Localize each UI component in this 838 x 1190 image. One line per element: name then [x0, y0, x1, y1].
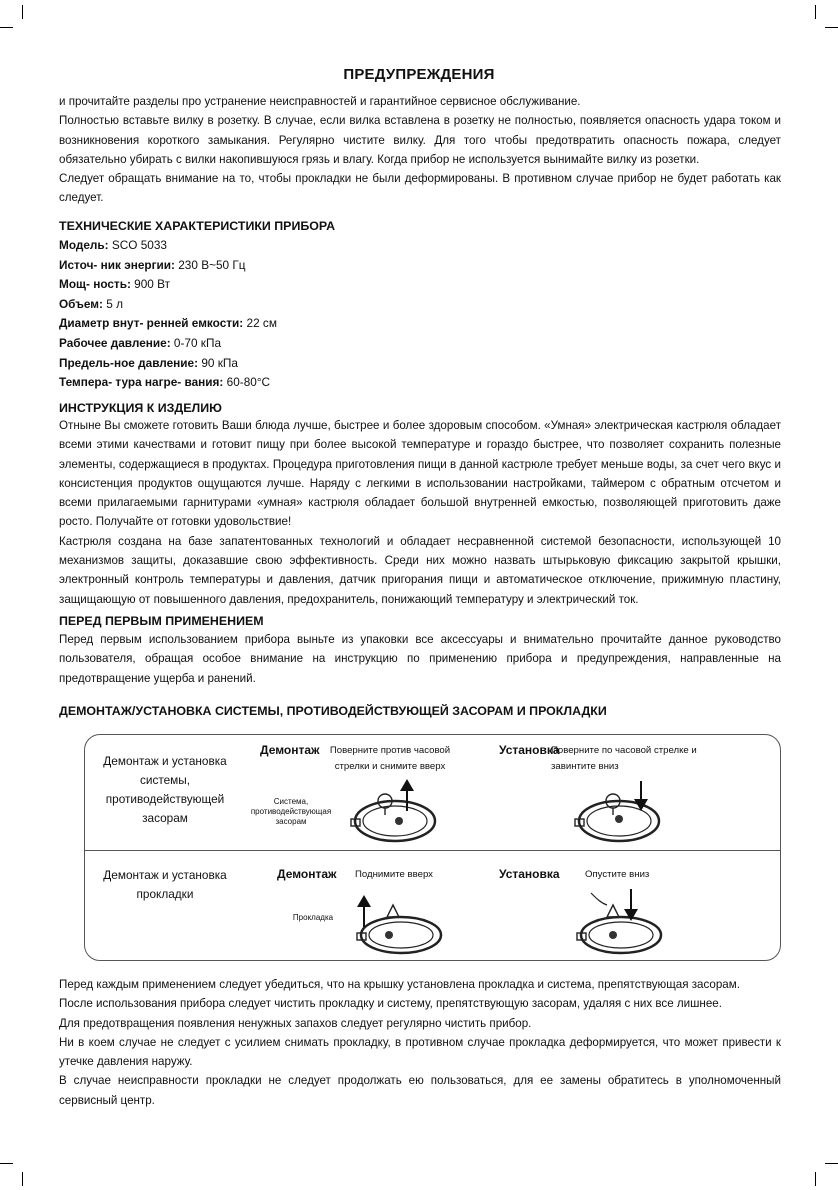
crop-mark	[825, 27, 838, 28]
antiblock-removal-illustration	[345, 779, 445, 845]
first-use-paragraph: Перед первым использованием прибора выньте из упаковки все аксессуары и внимательно прочитайте данное руководство пользователя, обращая особое внимание на инструкцию по применению прибора и предупреждения, направленные на предотвращение ущерба и ранений.	[59, 633, 781, 685]
instructions-heading: ИНСТРУКЦИЯ К ИЗДЕЛИЮ	[59, 401, 222, 415]
install-label: Установка	[499, 743, 560, 757]
removal-label: Демонтаж	[277, 867, 337, 881]
spec-value: 22 см	[246, 316, 277, 331]
spec-value: 60-80°C	[226, 375, 271, 390]
install-label: Установка	[499, 867, 560, 881]
removal-label: Демонтаж	[260, 743, 320, 757]
install-instruction: Опустите вниз	[585, 869, 650, 880]
page-title: ПРЕДУПРЕЖДЕНИЯ	[343, 66, 495, 83]
specs-list	[59, 236, 781, 393]
warning-paragraph: Следует обращать внимание на то, чтобы прокладки не были деформированы. В противном случае прибор не будет работать как следует.	[59, 172, 781, 205]
spec-row	[59, 236, 781, 256]
closing-section	[59, 975, 781, 1110]
first-use-section	[59, 630, 781, 688]
crop-mark	[0, 1163, 13, 1164]
crop-mark	[815, 1172, 816, 1186]
instructions-paragraph: Кастрюля создана на базе запатентованных технологий и обладает несравненной системой безопасности, использующей 10 механизмов защиты, доказавшие свою эффективность. Среди них можно назвать штырьковую фиксацию закрытой крышки, электронный контроль температуры и давления, датчик пригорания пищи и автоматическое отключение, прижимную пластину, защищающую от повышенного давления, предохранитель, понижающий температуру и электрический ток.	[59, 534, 781, 606]
spec-label: Предель-ное давление:	[59, 355, 199, 370]
spec-row	[59, 295, 781, 315]
closing-paragraph: Для предотвращения появления ненужных запахов следует регулярно чистить прибор.	[59, 1016, 532, 1030]
row-label: Демонтаж и установка системы, противодействующей засорам	[103, 754, 227, 825]
spec-value: 900 Вт	[134, 277, 171, 292]
spec-label: Рабочее давление:	[59, 335, 171, 350]
crop-mark	[22, 1172, 23, 1186]
part-label: Система, противодействующая засорам	[250, 797, 332, 826]
removal-instruction: Поднимите вверх	[355, 869, 433, 880]
spec-row	[59, 314, 781, 334]
part-label: Прокладка	[292, 913, 334, 922]
crop-mark	[815, 5, 816, 19]
spec-label: Мощ- ность:	[59, 277, 131, 292]
warning-paragraph: и прочитайте разделы про устранение неисправностей и гарантийное сервисное обслуживание.	[59, 95, 581, 108]
first-use-heading: ПЕРЕД ПЕРВЫМ ПРИМЕНЕНИЕМ	[59, 614, 264, 628]
warning-paragraph: Полностью вставьте вилку в розетку. В случае, если вилка вставлена в розетку не полностью, появляется опасность удара током и возникновения короткого замыкания. Регулярно чистите вилку. Для того чтобы предотвратить опасность пожара, следует обязательно убирать с вилки накопившуюся грязь и влагу. Когда прибор не используется вынимайте вилку из розетки.	[59, 114, 781, 166]
row-divider	[85, 850, 780, 851]
crop-mark	[0, 27, 13, 28]
removal-instruction: Поверните против часовой стрелки и снимите вверх	[329, 745, 451, 772]
spec-value: 90 кПа	[201, 355, 238, 370]
instructions-paragraph: Отныне Вы сможете готовить Ваши блюда лучше, быстрее и более здоровым способом. «Умная» электрическая кастрюля обладает всеми этими качествами и готовит пищу при более высокой температуре и гораздо быстрее, что позволяет сохранить полезные элементы, содержащиеся в продуктах. Процедура приготовления пищи в данной кастрюле требует меньше воды, за счет чего вкус и консистенция продуктов ощущаются лучше. Наряду с легкими в использовании настройками, таймером с обратным отсчетом и всеми прилагаемыми гарнитурами «умная» кастрюля обладает большой внутренней емкостью, позволяющей приготовить даже росто. Получайте от готовки удовольствие!	[59, 419, 781, 529]
spec-row	[59, 334, 781, 354]
spec-row	[59, 256, 781, 276]
spec-value: 5 л	[106, 296, 123, 311]
closing-paragraph: Ни в коем случае не следует с усилием снимать прокладку, в противном случае прокладка деформируется, что может привести к утечке давления наружу.	[59, 1035, 781, 1069]
spec-row	[59, 354, 781, 374]
spec-label: Модель:	[59, 238, 109, 252]
closing-paragraph: Перед каждым применением следует убедиться, что на крышку установлена прокладка и система, препятствующая засорам.	[59, 978, 740, 991]
assembly-heading: ДЕМОНТАЖ/УСТАНОВКА СИСТЕМЫ, ПРОТИВОДЕЙСТВУЮЩЕЙ ЗАСОРАМ И ПРОКЛАДКИ	[59, 704, 607, 718]
row-label: Демонтаж и установка прокладки	[103, 868, 227, 901]
spec-label: Темпера- тура нагре- вания:	[59, 375, 224, 390]
crop-mark	[825, 1163, 838, 1164]
spec-label: Диаметр внут- ренней емкости:	[59, 316, 244, 331]
closing-paragraph: В случае неисправности прокладки не следует продолжать ею пользоваться, для ее замены обратитесь в уполномоченный сервисный центр.	[59, 1074, 781, 1107]
closing-paragraph: После использования прибора следует чистить прокладку и систему, препятствующую засорам, удаляя с них все лишнее.	[59, 997, 722, 1011]
spec-row	[59, 373, 781, 393]
spec-label: Объем:	[59, 296, 103, 311]
specs-heading: ТЕХНИЧЕСКИЕ ХАРАКТЕРИСТИКИ ПРИБОРА	[59, 219, 336, 233]
spec-row	[59, 275, 781, 295]
spec-value: 230 В~50 Гц	[178, 257, 246, 272]
spec-label: Источ- ник энергии:	[59, 257, 175, 272]
warnings-section	[59, 92, 781, 208]
spec-value: 0-70 кПа	[173, 335, 222, 350]
crop-mark	[22, 5, 23, 19]
install-instruction: Поверните по часовой стрелке и завинтите вниз	[551, 745, 697, 772]
instructions-section	[59, 416, 781, 609]
antiblock-install-illustration	[569, 779, 669, 845]
assembly-table	[84, 734, 781, 961]
spec-value: SCO 5033	[111, 238, 167, 252]
gasket-removal-illustration	[343, 891, 443, 957]
gasket-install-illustration	[571, 885, 671, 957]
